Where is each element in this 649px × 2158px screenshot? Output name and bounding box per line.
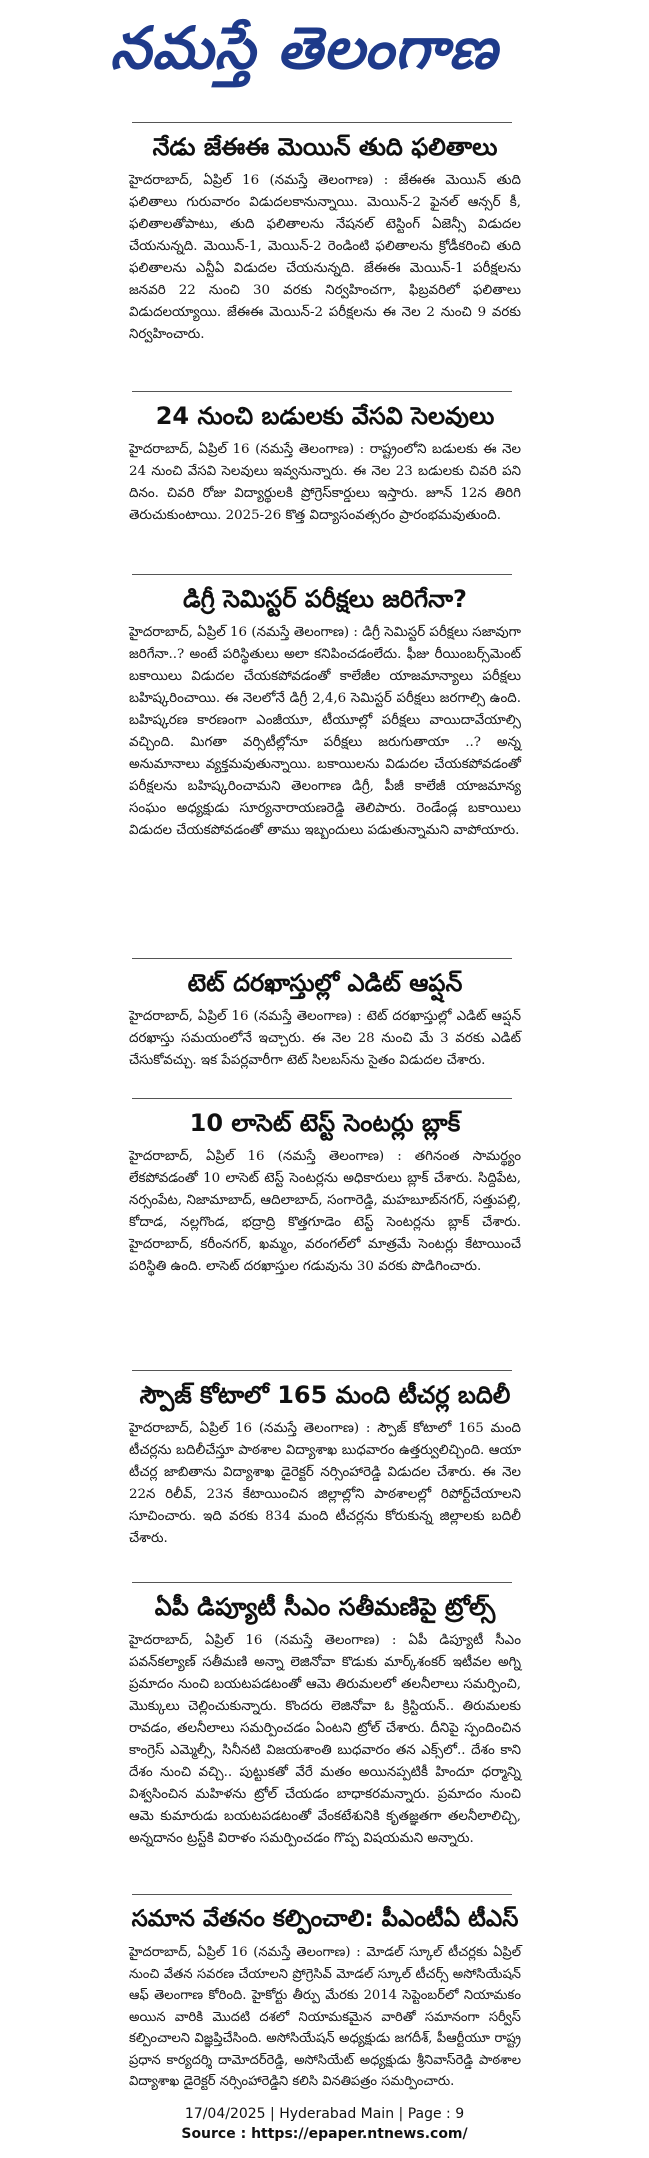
- article-headline: ఏపీ డిప్యూటీ సీఎం సతీమణిపై ట్రోల్స్: [154, 1593, 496, 1621]
- footer-date-edition: 17/04/2025 | Hyderabad Main | Page : 9: [184, 2106, 465, 2122]
- article-tet-edit-option: [125, 962, 525, 1072]
- article-body: హైదరాబాద్, ఏప్రిల్ 16 (నమస్తే తెలంగాణ) : స్పౌజ్ కోటాలో 165 మంది టీచర్లను బదిలీచేస్తూ పాఠశాల విద్యాశాఖ బుధవారం ఉత్తర్వులిచ్చింది. ఆయా టీచర్ల జాబితాను విద్యాశాఖ డైరెక్టర్ నర్సింహారెడ్డి విడుదల చేశారు. ఈ నెల 22న రిలీవ్, 23న కేటాయించిన జిల్లాల్లోని పాఠశాలల్లో రిపోర్ట్‌చేయాలని సూచించారు. ఇది వరకు 834 మంది టీచర్లను కోరుకున్న జిల్లాలకు బదిలీ చేశారు.: [129, 1421, 521, 1546]
- article-headline: సమాన వేతనం కల్పించాలి: పీఎంటీఏ టీఎస్: [131, 1906, 519, 1932]
- article-headline: డిగ్రీ సెమిస్టర్ పరీక్షలు జరిగేనా?: [183, 585, 467, 613]
- newspaper-title: నమస్తే తెలంగాణ: [110, 14, 498, 82]
- article-body: హైదరాబాద్, ఏప్రిల్ 16 (నమస్తే తెలంగాణ) : తగినంత సామర్థ్యం లేకపోవడంతో 10 లాసెట్ టెస్ట్ సెంటర్లను అధికారులు బ్లాక్ చేశారు. సిద్దిపేట, నర్సంపేట, నిజామాబాద్, ఆదిలాబాద్, సంగారెడ్డి, మహబూబ్‌నగర్, సత్తుపల్లి, కోదాడ, నల్లగొండ, భద్రాద్రి కొత్తగూడెం టెస్ట్ సెంటర్లను బ్లాక్ చేశారు. హైదరాబాద్, కరీంనగర్, ఖమ్మం, వరంగల్‌లో మాత్రమే సెంటర్లు కేటాయించే పరిస్థితి ఉంది. లాసెట్ దరఖాస్తుల గడువును 30 వరకు పొడిగించారు.: [129, 1149, 521, 1274]
- divider: [132, 1098, 512, 1099]
- article-degree-exams: [125, 578, 525, 842]
- article-equal-pay: [125, 1898, 525, 2093]
- page-footer: [0, 2104, 649, 2144]
- article-ap-deputy-cm-trolls: [125, 1586, 525, 1850]
- article-headline: 10 లాసెట్ టెస్ట్ సెంటర్లు బ్లాక్: [189, 1109, 461, 1137]
- article-lawcet-centers: [125, 1102, 525, 1278]
- masthead: [0, 0, 649, 120]
- divider: [132, 1894, 512, 1895]
- article-jee-main-results: [125, 126, 525, 346]
- article-body: హైదరాబాద్, ఏప్రిల్ 16 (నమస్తే తెలంగాణ) : రాష్ట్రంలోని బడులకు ఈ నెల 24 నుంచి వేసవి సెలవులు ఇవ్వనున్నారు. ఈ నెల 23 బడులకు చివరి పని దినం. చివరి రోజు విద్యార్థులకి ప్రోగ్రెస్‌కార్డులు ఇస్తారు. జూన్ 12న తిరిగి తెరుచుకుంటాయి. 2025-26 కొత్త విద్యాసంవత్సరం ప్రారంభమవుతుంది.: [129, 442, 521, 523]
- article-headline: టెట్ దరఖాస్తుల్లో ఎడిట్ ఆప్షన్: [187, 969, 463, 997]
- footer-source: Source : https://epaper.ntnews.com/: [181, 2126, 468, 2142]
- divider: [132, 122, 512, 123]
- divider: [132, 1582, 512, 1583]
- article-body: హైదరాబాద్, ఏప్రిల్ 16 (నమస్తే తెలంగాణ) : డిగ్రీ సెమిస్టర్ పరీక్షలు సజావుగా జరిగేనా..? అంటే పరిస్థితులు అలా కనిపించడంలేదు. ఫీజు రీయింబర్స్‌మెంట్ బకాయిలు విడుదల చేయకపోవడంతో కాలేజీల యాజమాన్యాలు పరీక్షలు బహిష్కరించాయి. ఈ నెలలోనే డిగ్రీ 2,4,6 సెమిస్టర్ పరీక్షలు జరగాల్సి ఉంది. బహిష్కరణ కారణంగా ఎంజీయూ, టీయూల్లో పరీక్షలు వాయిదావేయాల్సి వచ్చింది. మిగతా వర్సిటీల్లోనూ పరీక్షలు జరుగుతాయా ..? అన్న అనుమానాలు వ్యక్తమవుతున్నాయి. బకాయిలను విడుదల చేయకపోవడంతో పరీక్షలను బహిష్కరించామని తెలంగాణ డిగ్రీ, పీజీ కాలేజీ యాజమాన్య సంఘం అధ్యక్షుడు సూర్యనారాయణరెడ్డి తెలిపారు. రెండేండ్ల బకాయిలు విడుదల చేయకపోవడంతో తాము ఇబ్బందులు పడుతున్నామని వాపోయారు.: [129, 625, 521, 838]
- article-headline: 24 నుంచి బడులకు వేసవి సెలవులు: [155, 402, 495, 430]
- article-headline: స్పౌజ్ కోటాలో 165 మంది టీచర్ల బదిలీ: [139, 1381, 511, 1409]
- article-headline: నేడు జేఈఈ మెయిన్ తుది ఫలితాలు: [152, 133, 498, 161]
- article-body: హైదరాబాద్, ఏప్రిల్ 16 (నమస్తే తెలంగాణ) : టెట్ దరఖాస్తుల్లో ఎడిట్ ఆప్షన్ దరఖాస్తు సమయంలోనే ఇచ్చారు. ఈ నెల 28 నుంచి మే 3 వరకు ఎడిట్ చేసుకోవచ్చు. ఇక పేపర్లవారీగా టెట్ సిలబస్‌ను సైతం విడుదల చేశారు.: [129, 1009, 521, 1068]
- divider: [132, 574, 512, 575]
- divider: [132, 958, 512, 959]
- divider: [132, 1370, 512, 1371]
- divider: [132, 391, 512, 392]
- article-spouse-quota-transfers: [125, 1374, 525, 1550]
- article-summer-holidays: [125, 395, 525, 527]
- article-body: హైదరాబాద్, ఏప్రిల్ 16 (నమస్తే తెలంగాణ) : జేఈఈ మెయిన్ తుది ఫలితాలు గురువారం విడుదలకానున్నాయి. మెయిన్-2 ఫైనల్ ఆన్సర్ కీ, ఫలితాలతోపాటు, తుది ఫలితాలను నేషనల్ టెస్టింగ్ ఏజెన్సీ విడుదల చేయనున్నది. మెయిన్-1, మెయిన్-2 రెండింటి ఫలితాలను క్రోడీకరించి తుది ఫలితాలను ఎన్టీఏ విడుదల చేయనున్నది. జేఈఈ మెయిన్-1 పరీక్షలను జనవరి 22 నుంచి 30 వరకు నిర్వహించగా, ఫిబ్రవరిలో ఫలితాలు విడుదలయ్యాయి. జేఈఈ మెయిన్-2 పరీక్షలను ఈ నెల 2 నుంచి 9 వరకు నిర్వహించారు.: [129, 173, 521, 342]
- article-body: హైదరాబాద్, ఏప్రిల్ 16 (నమస్తే తెలంగాణ) : మోడల్ స్కూల్ టీచర్లకు ఏప్రిల్ నుంచి వేతన సవరణ చేయాలని ప్రోగ్రెసివ్ మోడల్ స్కూల్ టీచర్స్ అసోసియేషన్ ఆఫ్ తెలంగాణ కోరింది. హైకోర్టు తీర్పు మేరకు 2014 సెప్టెంబర్‌లో నియామకం అయిన వారికి మొదటి దశలో నియామకమైన వారితో సమానంగా సర్వీస్ కల్పించాలని విజ్ఞప్తిచేసింది. అసోసియేషన్ అధ్యక్షుడు జగదీశ్, పీఆర్టీయూ రాష్ట్ర ప్రధాన కార్యదర్శి దామోదర్‌రెడ్డి, అసోసియేట్ అధ్యక్షుడు శ్రీనివాస్‌రెడ్డి పాఠశాల విద్యాశాఖ డైరెక్టర్ నర్సింహారెడ్డిని కలిసి వినతిపత్రం సమర్పించారు.: [129, 1945, 521, 2090]
- article-body: హైదరాబాద్, ఏప్రిల్ 16 (నమస్తే తెలంగాణ) : ఏపీ డిప్యూటీ సీఎం పవన్‌కల్యాణ్ సతీమణి అన్నా లెజినోవా కొడుకు మార్క్‌శంకర్ ఇటీవల అగ్ని ప్రమాదం నుంచి బయటపడటంతో ఆమె తిరుమలలో తలనీలాలు సమర్పించి, మొక్కులు చెల్లించుకున్నారు. కొందరు లెజినోవా ఓ క్రిస్టియన్.. తిరుమలకు రావడం, తలనీలాలు సమర్పించడం ఏంటని ట్రోల్ చేశారు. దీనిపై స్పందించిన కాంగ్రెస్ ఎమ్మెల్సీ, సినీనటి విజయశాంతి బుధవారం తన ఎక్స్‌లో.. దేశం కాని దేశం నుంచి వచ్చి.. పుట్టుకతో వేరే మతం అయినప్పటికీ హిందూ ధర్మాన్ని విశ్వసించిన మహిళను ట్రోల్ చేయడం బాధాకరమన్నారు. ప్రమాదం నుంచి ఆమె కుమారుడు బయటపడటంతో వేంకటేశునికి కృతజ్ఞతగా తలనీలాలిచ్చి, అన్నదానం ట్రస్ట్‌కి విరాళం సమర్పించడం గొప్ప విషయమని అన్నారు.: [129, 1633, 521, 1846]
